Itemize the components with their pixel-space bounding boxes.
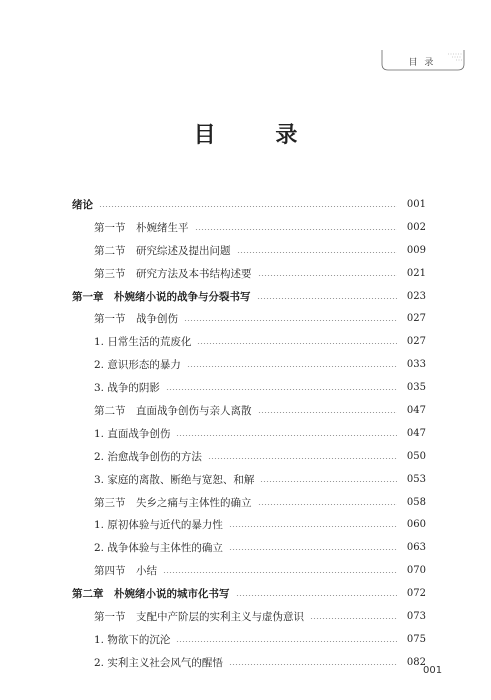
toc-entry-page: 063 <box>406 542 426 554</box>
toc-entry[interactable] <box>72 307 426 330</box>
table-of-contents <box>72 193 426 674</box>
toc-entry-title: 1. 直面战争创伤 <box>94 427 171 440</box>
toc-entry-page: 021 <box>406 267 426 279</box>
toc-entry-page: 033 <box>406 359 426 371</box>
toc-entry[interactable] <box>72 422 426 445</box>
dot-leader <box>229 664 397 665</box>
page-title: 目 录 <box>193 123 324 148</box>
dot-leader <box>258 275 398 276</box>
dot-leader <box>176 435 397 436</box>
toc-entry-page: 001 <box>406 198 426 210</box>
toc-entry[interactable] <box>72 330 426 353</box>
toc-entry-title: 2. 实利主义社会风气的醒悟 <box>94 656 223 669</box>
toc-entry[interactable] <box>72 468 426 491</box>
toc-entry[interactable] <box>72 193 426 216</box>
toc-entry-page: 050 <box>406 450 426 462</box>
toc-entry[interactable] <box>72 399 426 422</box>
toc-entry-page: 060 <box>406 519 426 531</box>
toc-entry-title: 绪论 <box>72 198 93 211</box>
toc-entry-page: 058 <box>406 496 426 508</box>
toc-entry[interactable] <box>72 513 426 536</box>
toc-entry-page: 073 <box>406 610 426 622</box>
dot-leader <box>163 572 397 573</box>
dot-leader <box>197 343 397 344</box>
toc-entry[interactable] <box>72 285 426 308</box>
page-number: 001 <box>423 665 443 676</box>
toc-entry-title: 2. 治愈战争创伤的方法 <box>94 450 202 463</box>
dot-leader <box>258 504 398 505</box>
toc-entry-page: 082 <box>406 656 426 668</box>
toc-entry[interactable] <box>72 559 426 582</box>
toc-entry[interactable] <box>72 262 426 285</box>
toc-entry-title: 第二节 研究综述及提出问题 <box>94 244 231 257</box>
toc-entry-title: 第三节 研究方法及本书结构述要 <box>94 267 252 280</box>
dot-leader <box>208 458 397 459</box>
toc-entry-page: 027 <box>406 313 426 325</box>
toc-entry[interactable] <box>72 628 426 651</box>
toc-entry[interactable] <box>72 353 426 376</box>
toc-entry-title: 1. 日常生活的荒废化 <box>94 336 192 349</box>
dot-leader <box>176 641 397 642</box>
toc-entry-page: 002 <box>406 221 426 233</box>
dot-leader <box>99 206 397 207</box>
toc-entry[interactable] <box>72 239 426 262</box>
header-section-label: 目 录 <box>408 57 436 68</box>
toc-entry-title: 第二节 直面战争创伤与亲人离散 <box>94 404 252 417</box>
toc-entry-page: 053 <box>406 473 426 485</box>
dot-leader <box>258 412 398 413</box>
dot-leader <box>184 320 397 321</box>
toc-entry-title: 2. 意识形态的暴力 <box>94 359 181 372</box>
toc-entry-page: 072 <box>406 588 426 600</box>
dot-leader <box>236 595 398 596</box>
toc-entry-title: 第二章 朴婉绪小说的城市化书写 <box>72 588 230 601</box>
dot-leader <box>229 526 397 527</box>
dot-leader <box>187 366 397 367</box>
toc-entry[interactable] <box>72 491 426 514</box>
toc-entry[interactable] <box>72 216 426 239</box>
toc-entry-title: 第一节 支配中产阶层的实利主义与虚伪意识 <box>94 610 304 623</box>
toc-entry[interactable] <box>72 582 426 605</box>
toc-entry[interactable] <box>72 536 426 559</box>
toc-entry-title: 3. 战争的阴影 <box>94 382 160 395</box>
toc-entry-title: 第一节 战争创伤 <box>94 313 178 326</box>
toc-entry-page: 047 <box>406 404 426 416</box>
toc-entry-title: 3. 家庭的离散、断绝与宽恕、和解 <box>94 473 255 486</box>
running-header <box>378 50 466 72</box>
toc-entry-title: 第四节 小结 <box>94 565 157 578</box>
toc-entry[interactable] <box>72 376 426 399</box>
toc-entry-page: 047 <box>406 427 426 439</box>
toc-entry-title: 第一章 朴婉绪小说的战争与分裂书写 <box>72 290 251 303</box>
toc-entry-page: 035 <box>406 382 426 394</box>
toc-entry-title: 第一节 朴婉绪生平 <box>94 221 189 234</box>
toc-entry-title: 1. 原初体验与近代的暴力性 <box>94 519 223 532</box>
toc-entry-page: 023 <box>406 290 426 302</box>
toc-entry-page: 075 <box>406 633 426 645</box>
dot-leader <box>195 229 398 230</box>
toc-entry[interactable] <box>72 445 426 468</box>
dot-leader <box>229 549 397 550</box>
toc-entry-page: 009 <box>406 244 426 256</box>
toc-entry-page: 027 <box>406 336 426 348</box>
dot-leader <box>310 618 397 619</box>
toc-entry-page: 070 <box>406 565 426 577</box>
toc-entry-title: 2. 战争体验与主体性的确立 <box>94 542 223 555</box>
dot-leader <box>237 252 398 253</box>
dot-leader <box>166 389 397 390</box>
toc-entry-title: 第三节 失乡之痛与主体性的确立 <box>94 496 252 509</box>
toc-entry-title: 1. 物欲下的沉沦 <box>94 633 171 646</box>
dot-leader <box>257 298 398 299</box>
toc-entry[interactable] <box>72 605 426 628</box>
toc-entry[interactable] <box>72 651 426 674</box>
dot-leader <box>260 481 397 482</box>
